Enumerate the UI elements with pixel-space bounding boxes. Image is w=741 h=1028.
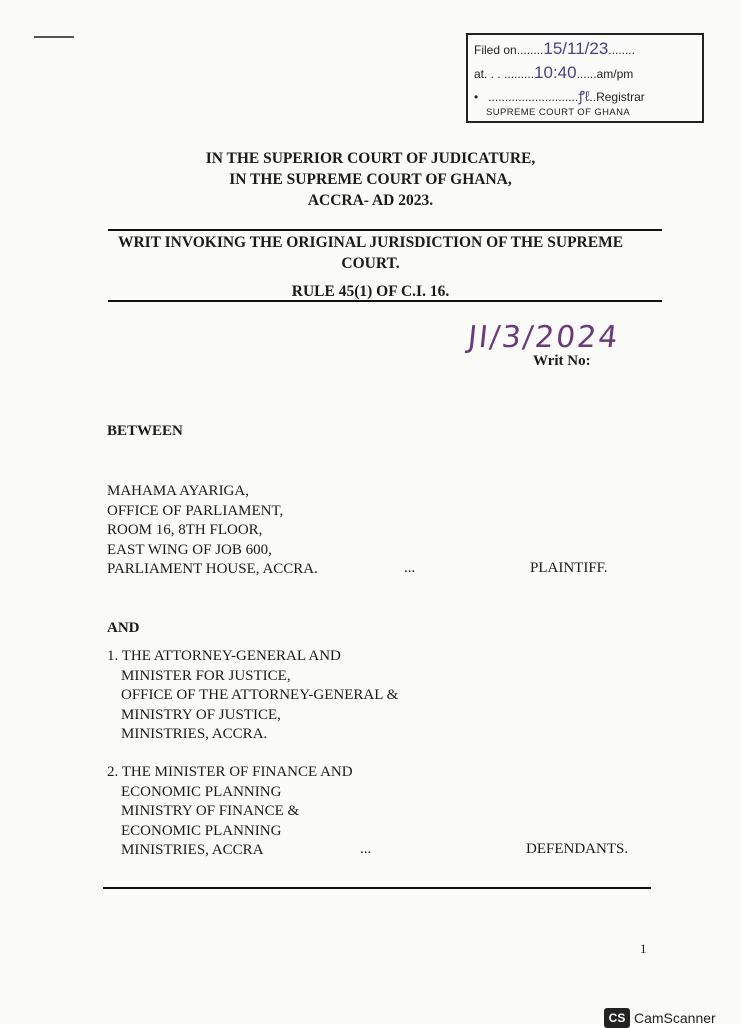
plaintiff-dots: ... [404,560,416,576]
defendants-role: DEFENDANTS. [526,841,629,857]
court-heading-line-1: IN THE SUPERIOR COURT OF JUDICATURE, [205,150,536,167]
stamp-at-label: at [474,67,485,81]
defendant-1-line: OFFICE OF THE ATTORNEY-GENERAL & [121,687,399,703]
defendant-1-line: 1. THE ATTORNEY-GENERAL AND [107,648,341,664]
defendant-2-line: MINISTRY OF FINANCE & [121,803,300,819]
defendant-1-line: MINISTRY OF JUSTICE, [121,706,281,723]
writ-number-label: Writ No: [533,353,591,369]
rule-top [108,229,662,231]
rule-under-title [108,300,662,302]
rule-bottom [103,887,651,889]
between-label: BETWEEN [107,423,183,439]
court-heading-line-3: ACCRA- AD 2023. [307,192,434,209]
stamp-time-row: at. . . .........10:40......am/pm [474,63,634,82]
stamp-registrar-row: • ...........................ꝭℓ..Registrar [474,88,645,104]
stamp-filed-date: 15/11/23 [543,39,609,58]
plaintiff-line: MAHAMA AYARIGA, [107,483,249,499]
stamp-court-name: SUPREME COURT OF GHANA [486,107,631,118]
plaintiff-line: PARLIAMENT HOUSE, ACCRA. [107,561,318,577]
and-label: AND [107,620,140,636]
stamp-filed-row: Filed on........15/11/23........ [474,39,635,58]
plaintiff-block [107,482,318,580]
stamp-ampm: am/pm [596,67,634,81]
defendant-2-line: ECONOMIC PLANNING [121,783,282,800]
camscanner-watermark [604,1008,716,1028]
court-heading-line-2: IN THE SUPREME COURT OF GHANA, [229,171,512,188]
defendant-2-line: 2. THE MINISTER OF FINANCE AND [107,764,353,780]
stamp-registrar-label: Registrar [596,90,645,104]
stamp-time: 10:40 [534,63,577,82]
writ-title-line-2: COURT. [341,255,400,272]
defendant-1-block [107,647,398,745]
stamp-signature: ꝭℓ [578,88,590,104]
camscanner-logo-icon: CS [604,1008,630,1028]
filing-stamp [466,33,704,123]
defendants-dots: ... [360,841,372,857]
stamp-filed-label: Filed on [474,43,517,57]
scan-mark [34,36,74,38]
defendant-1-line: MINISTRIES, ACCRA. [121,726,268,742]
plaintiff-line: ROOM 16, 8TH FLOOR, [107,522,263,538]
camscanner-name: CamScanner [634,1010,716,1026]
defendant-2-block [107,763,353,861]
writ-number-handwritten: JI/3/2024 [466,320,622,355]
page-number: 1 [640,941,647,956]
writ-rule: RULE 45(1) OF C.I. 16. [291,283,450,300]
defendant-2-line: ECONOMIC PLANNING [121,822,282,839]
defendant-1-line: MINISTER FOR JUSTICE, [121,667,291,684]
plaintiff-line: OFFICE OF PARLIAMENT, [107,502,284,519]
writ-title-line-1: WRIT INVOKING THE ORIGINAL JURISDICTION OF THE SUPREME [117,234,624,251]
plaintiff-role: PLAINTIFF. [530,560,608,576]
defendant-2-line: MINISTRIES, ACCRA [121,842,264,858]
plaintiff-line: EAST WING OF JOB 600, [107,541,272,558]
